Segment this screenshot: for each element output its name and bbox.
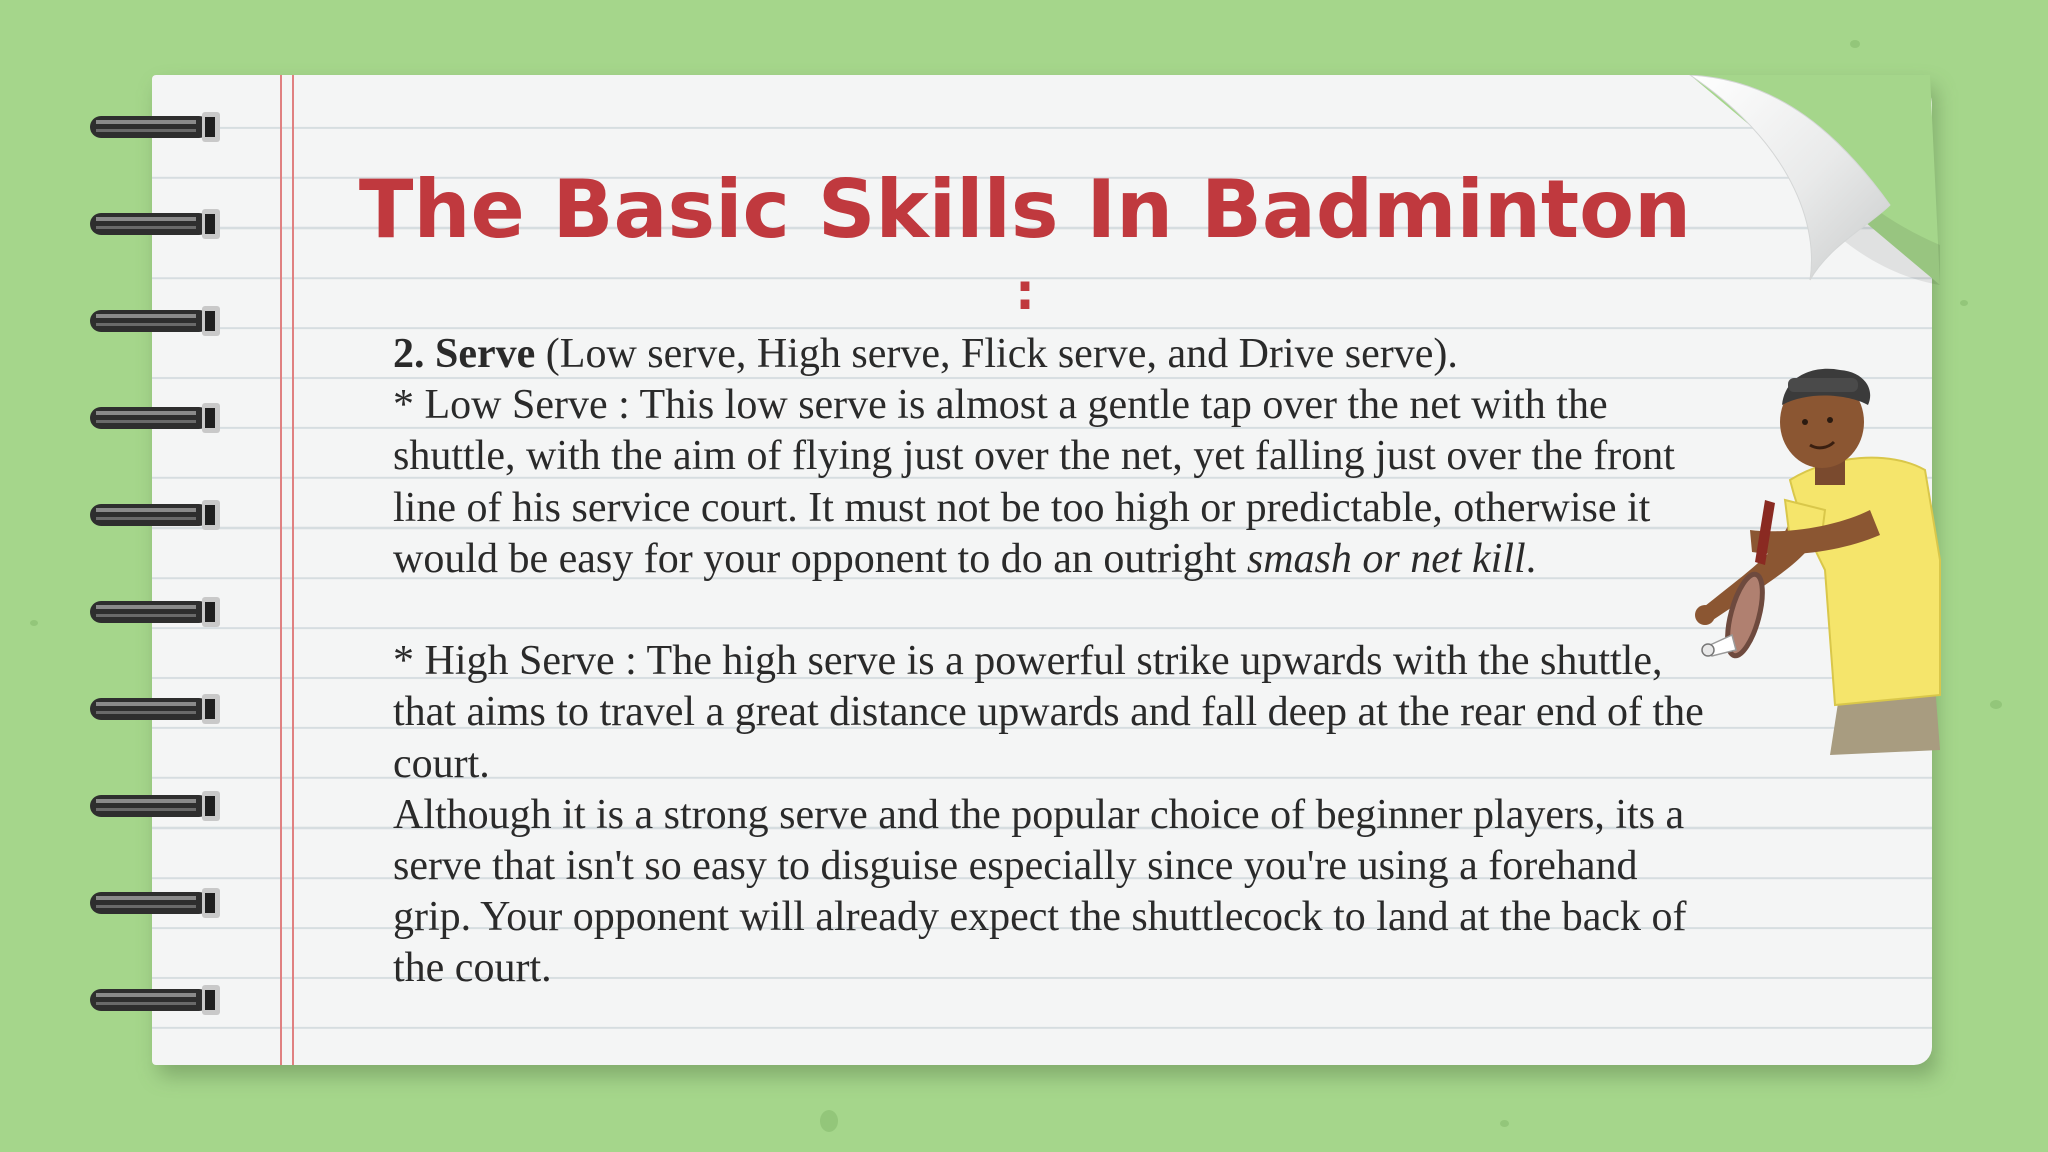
high-serve-paragraph: * High Serve : The high serve is a powerful strike upwards with the shuttle, that aims to travel a great distance upwards and fall deep at the rear end of the court. bbox=[393, 638, 1704, 787]
low-serve-text: * Low Serve : This low serve is almost a gentle tap over the net with the shuttle, with the aim of flying just over the net, yet falling just over the front line of his service court. It must not be too high or predictable, otherwise it would be easy for your opponent to do an outright bbox=[393, 382, 1675, 582]
spiral-binding bbox=[90, 110, 230, 1010]
spiral-ring bbox=[90, 498, 225, 532]
body-text bbox=[393, 329, 1713, 995]
serve-paragraph bbox=[393, 329, 1713, 380]
serve-types: (Low serve, High serve, Flick serve, and Drive serve). bbox=[535, 331, 1458, 377]
spiral-ring bbox=[90, 110, 225, 144]
background-speck bbox=[1990, 700, 2002, 709]
spiral-ring bbox=[90, 789, 225, 823]
title-colon: : bbox=[1015, 263, 1035, 321]
spiral-ring bbox=[90, 886, 225, 920]
background-speck bbox=[820, 1110, 838, 1132]
spiral-ring bbox=[90, 304, 225, 338]
low-serve-italic: smash or net kill bbox=[1246, 535, 1526, 582]
background-speck bbox=[1500, 1120, 1509, 1127]
margin-line bbox=[292, 75, 294, 1065]
spiral-ring bbox=[90, 207, 225, 241]
page-title: The Basic Skills In Badminton bbox=[358, 163, 1692, 256]
spiral-ring bbox=[90, 692, 225, 726]
margin-line bbox=[280, 75, 282, 1065]
serve-heading: 2. Serve bbox=[393, 331, 536, 377]
spiral-ring bbox=[90, 401, 225, 435]
badminton-player-illustration bbox=[1640, 360, 1970, 760]
low-serve-paragraph bbox=[393, 380, 1713, 585]
paragraph-gap bbox=[393, 585, 1713, 636]
background-speck bbox=[30, 620, 38, 626]
high-serve-note: Although it is a strong serve and the popular choice of beginner players, its a serve that isn't so easy to disguise especially since you're using a forehand grip. Your opponent will already expect the shuttlecock to land at the back of the court. bbox=[393, 791, 1687, 992]
spiral-ring bbox=[90, 595, 225, 629]
spiral-ring bbox=[90, 983, 225, 1017]
background-speck bbox=[1850, 40, 1860, 48]
low-serve-end: . bbox=[1525, 535, 1537, 582]
background-speck bbox=[1960, 300, 1968, 306]
